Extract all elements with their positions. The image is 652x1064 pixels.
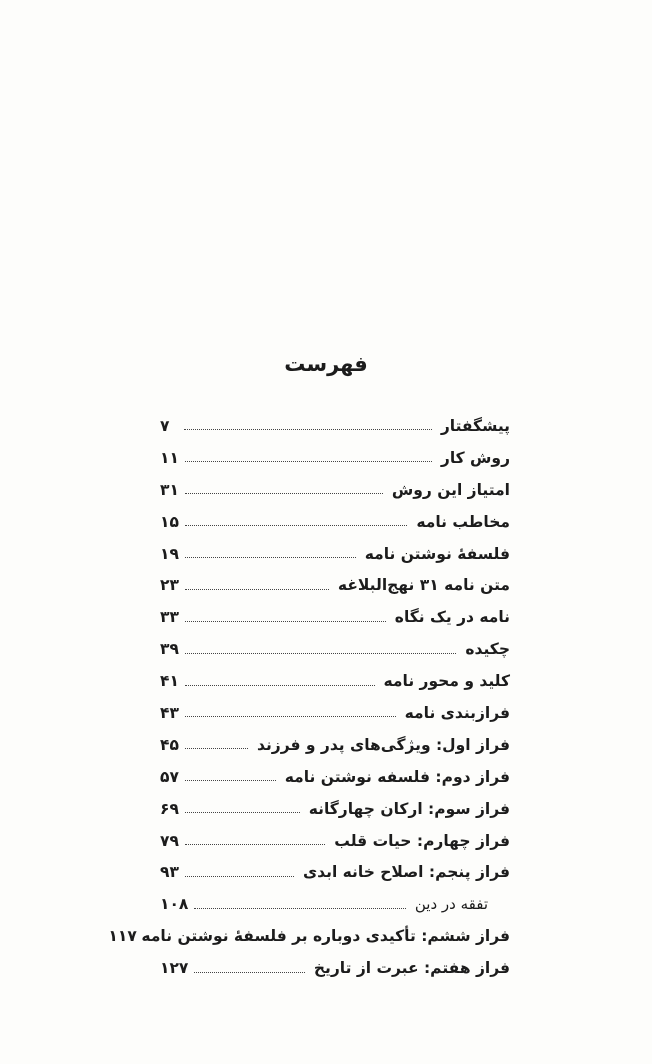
toc-entry-page: ۱۱ [160, 448, 179, 467]
toc-entry [160, 442, 510, 474]
dotted-leader [185, 653, 456, 654]
dotted-leader [185, 589, 329, 590]
toc-entry-page: ۴۵ [160, 735, 179, 754]
toc-entry-page: ۱۱۷ [108, 927, 137, 946]
toc-entry-label: فراز چهارم: حیات قلب [334, 831, 510, 850]
toc-entry [160, 761, 510, 793]
toc-entry [160, 538, 510, 570]
toc-entry [108, 920, 510, 952]
dotted-leader [185, 621, 386, 622]
dotted-leader [194, 908, 405, 909]
page-title: فهرست [284, 352, 368, 376]
toc-entry-label: امتیاز این روش [391, 480, 510, 499]
dotted-leader [185, 812, 300, 813]
toc-entry [160, 633, 510, 665]
dotted-leader [185, 780, 276, 781]
toc-entry-page: ۷ [160, 416, 170, 435]
toc-entry [160, 601, 510, 633]
toc-entry [160, 410, 510, 442]
dotted-leader [185, 493, 383, 494]
toc-entry-label: مخاطب نامه [416, 512, 510, 531]
toc-entry-label: تفقه در دین [414, 895, 488, 914]
toc-entry-page: ۳۹ [160, 640, 179, 659]
toc-entry [160, 506, 510, 538]
dotted-leader [185, 876, 294, 877]
toc-entry [160, 825, 510, 857]
toc-entry-label: فلسفهٔ نوشتن نامه [364, 544, 510, 563]
toc-entry-label: کلید و محور نامه [383, 672, 510, 691]
toc-entry-page: ۶۹ [160, 799, 179, 818]
toc-entry-label: نامه در یک نگاه [394, 608, 510, 627]
toc-entry-page: ۲۳ [160, 576, 179, 595]
toc-entry-label: فراز هفتم: عبرت از تاریخ [313, 959, 510, 978]
toc-entry [160, 474, 510, 506]
toc-entry-page: ۱۵ [160, 512, 179, 531]
toc-subentry [160, 888, 510, 920]
toc-entry-label: فراز ششم: تأکیدی دوباره بر فلسفهٔ نوشتن نامه [141, 927, 510, 946]
toc-entry [160, 952, 510, 984]
toc-entry [160, 569, 510, 601]
table-of-contents [108, 410, 510, 984]
dotted-leader [185, 748, 248, 749]
toc-entry-page: ۱۹ [160, 544, 179, 563]
toc-entry-page: ۱۰۸ [160, 895, 189, 914]
dotted-leader [185, 557, 356, 558]
toc-entry [160, 729, 510, 761]
toc-entry [160, 665, 510, 697]
toc-entry-page: ۷۹ [160, 831, 179, 850]
toc-entry-label: متن نامه ۳۱ نهج‌البلاغه [337, 576, 510, 595]
toc-entry-page: ۳۳ [160, 608, 179, 627]
toc-entry-page: ۴۱ [160, 672, 179, 691]
toc-entry-label: پیشگفتار [440, 416, 510, 435]
toc-entry-label: چکیده [465, 640, 510, 659]
dotted-leader [184, 429, 432, 430]
dotted-leader [185, 685, 375, 686]
toc-entry-label: فراز اول: ویژگی‌های پدر و فرزند [257, 735, 510, 754]
toc-entry-page: ۹۳ [160, 863, 179, 882]
toc-entry [160, 856, 510, 888]
dotted-leader [194, 972, 304, 973]
toc-entry-page: ۳۱ [160, 480, 179, 499]
toc-entry-label: روش کار [440, 448, 510, 467]
dotted-leader [185, 844, 325, 845]
toc-entry-label: فراز پنجم: اصلاح خانه ابدی [302, 863, 510, 882]
toc-entry-page: ۴۳ [160, 703, 179, 722]
toc-entry-page: ۱۲۷ [160, 959, 189, 978]
toc-entry-label: فرازبندی نامه [404, 703, 510, 722]
dotted-leader [185, 525, 407, 526]
toc-entry-label: فراز سوم: ارکان چهارگانه [308, 799, 510, 818]
dotted-leader [185, 716, 396, 717]
toc-entry-label: فراز دوم: فلسفه نوشتن نامه [284, 767, 510, 786]
dotted-leader [185, 461, 432, 462]
toc-entry [160, 697, 510, 729]
toc-entry [160, 793, 510, 825]
toc-entry-page: ۵۷ [160, 767, 179, 786]
